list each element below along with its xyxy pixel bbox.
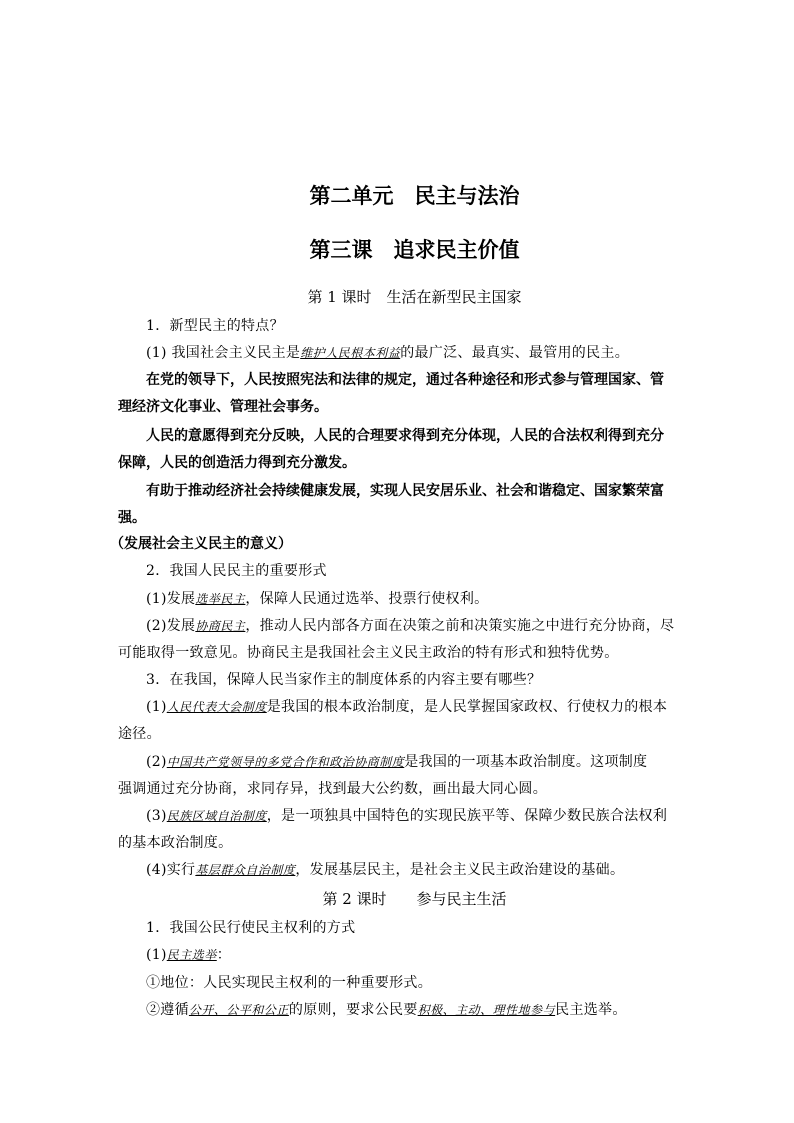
fill-in-answer: 公开、公平和公正 bbox=[188, 1003, 289, 1017]
q1-item-1 bbox=[146, 343, 629, 363]
bold-paragraph-3-line-2: 强。 bbox=[118, 510, 146, 526]
fill-in-answer: 民主选举 bbox=[166, 948, 217, 962]
section1-heading: 第 1 课时 生活在新型民主国家 bbox=[307, 288, 522, 306]
text: ，推动人民内部各方面在决策之前和决策实施之中进行充分协商，尽 bbox=[245, 618, 675, 634]
bold-paragraph-1-line-1: 在党的领导下，人民按照宪法和法律的规定，通过各种途径和形式参与管理国家、管 bbox=[146, 372, 664, 388]
lesson-title: 第三课 追求民主价值 bbox=[309, 238, 520, 262]
q3-item-1 bbox=[146, 697, 667, 717]
text: (1)发展 bbox=[146, 591, 196, 607]
bold-paragraph-1-line-2: 理经济文化事业、管理社会事务。 bbox=[118, 399, 328, 415]
text: 是我国的根本政治制度，是人民掌握国家政权、行使权力的根本 bbox=[266, 699, 668, 715]
section2-item-1 bbox=[146, 945, 231, 965]
unit-title: 第二单元 民主与法治 bbox=[309, 184, 520, 208]
text: (1) bbox=[146, 699, 167, 715]
text: 的原则，要求公民要 bbox=[288, 1002, 418, 1018]
text: (2)发展 bbox=[146, 618, 196, 634]
text: (1) bbox=[146, 947, 167, 963]
question-1: 1．新型民主的特点？ bbox=[146, 318, 284, 334]
text: (2) bbox=[146, 754, 167, 770]
fill-in-answer: 积极、主动、理性地参与 bbox=[417, 1003, 556, 1017]
text: 民主选举。 bbox=[555, 1002, 627, 1018]
q3-item-3-line-2: 的基本政治制度。 bbox=[118, 835, 233, 851]
bold-paragraph-2-line-2: 保障，人民的创造活力得到充分激发。 bbox=[118, 455, 356, 471]
fill-in-answer: 维护人民根本利益 bbox=[300, 346, 401, 360]
fill-in-answer: 基层群众自治制度 bbox=[195, 863, 296, 877]
q3-item-2-line-2: 强调通过充分协商，求同存异，找到最大公约数，画出最大同心圆。 bbox=[118, 781, 547, 797]
fill-in-answer: 中国共产党领导的多党合作和政治协商制度 bbox=[166, 755, 405, 769]
text: ： bbox=[216, 947, 232, 963]
q2-item-2-line-2: 可能取得一致意见。协商民主是我国社会主义民主政治的特有形式和独特优势。 bbox=[118, 645, 619, 661]
section2-heading: 第 2 课时 参与民主生活 bbox=[322, 890, 507, 908]
bold-paragraph-3-line-1: 有助于推动经济社会持续健康发展，实现人民安居乐业、社会和谐稳定、国家繁荣富 bbox=[146, 483, 664, 499]
bold-paragraph-2-line-1: 人民的意愿得到充分反映，人民的合理要求得到充分体现，人民的合法权利得到充分 bbox=[146, 428, 664, 444]
fill-in-answer: 选举民主 bbox=[195, 592, 246, 606]
q2-item-1 bbox=[146, 589, 488, 609]
text: 的最广泛、最真实、最管用的民主。 bbox=[400, 345, 630, 361]
q3-item-1-line-2: 途径。 bbox=[118, 726, 161, 742]
text: (1) 我国社会主义民主是 bbox=[146, 345, 301, 361]
q2-item-2 bbox=[146, 616, 674, 636]
text: ，保障人民通过选举、投票行使权利。 bbox=[245, 591, 489, 607]
text: ，发展基层民主，是社会主义民主政治建设的基础。 bbox=[295, 862, 625, 878]
question-3: 3．在我国，保障人民当家作主的制度体系的内容主要有哪些？ bbox=[146, 672, 542, 688]
bold-note: （发展社会主义民主的意义） bbox=[110, 536, 292, 552]
fill-in-answer: 人民代表大会制度 bbox=[166, 700, 267, 714]
fill-in-answer: 民族区域自治制度 bbox=[166, 809, 267, 823]
fill-in-answer: 协商民主 bbox=[195, 619, 246, 633]
text: (3) bbox=[146, 808, 167, 824]
q3-item-2 bbox=[146, 752, 647, 772]
text: (4)实行 bbox=[146, 862, 196, 878]
q3-item-3 bbox=[146, 806, 667, 826]
text: 是我国的一项基本政治制度。这项制度 bbox=[404, 754, 648, 770]
text: ，是一项独具中国特色的实现民族平等、保障少数民族合法权利 bbox=[266, 808, 668, 824]
q3-item-4 bbox=[146, 860, 624, 880]
section2-question-1: 1．我国公民行使民主权利的方式 bbox=[146, 920, 356, 936]
text: ②遵循 bbox=[146, 1002, 189, 1018]
question-2: 2．我国人民民主的重要形式 bbox=[146, 563, 327, 579]
section2-point-1: ①地位：人民实现民主权利的一种重要形式。 bbox=[146, 975, 432, 991]
section2-point-2 bbox=[146, 1000, 627, 1020]
